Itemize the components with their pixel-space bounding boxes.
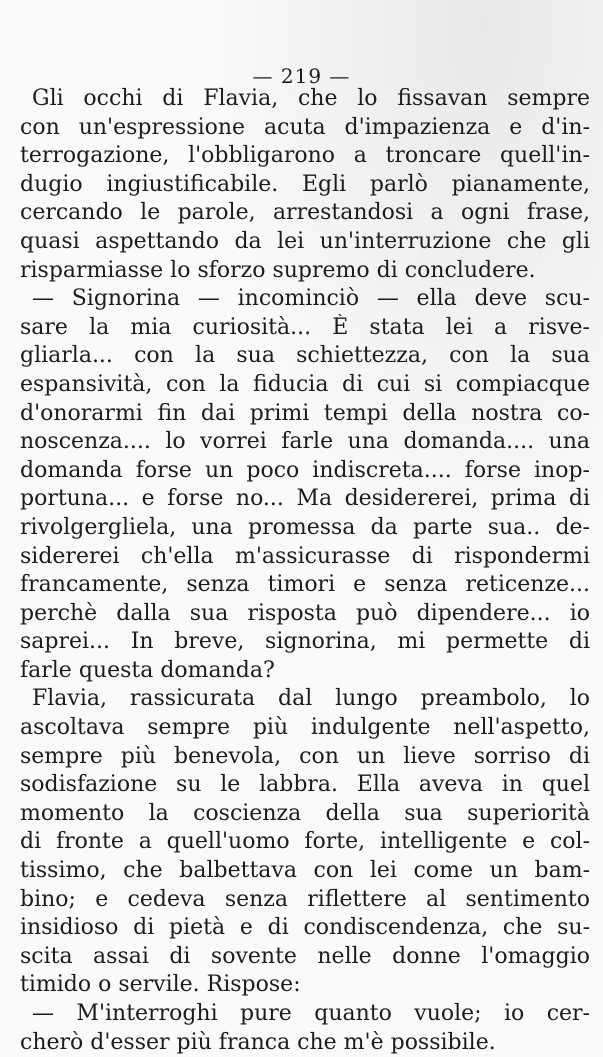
text-line: portuna... e forse no... Ma desidererei, prima di — [20, 486, 590, 512]
text-line: insidioso di pietà e di condiscendenza, che su- — [20, 915, 590, 941]
text-line: sidererei ch'ella m'assicurasse di rispondermi — [20, 543, 590, 569]
text-line: con un'espressione acuta d'impazienza e d'in- — [20, 114, 590, 140]
text-line: saprei... In breve, signorina, mi permette di — [20, 629, 590, 655]
text-line: momento la coscienza della sua superiorità — [20, 800, 590, 826]
text-line: d'onorarmi fin dai primi tempi della nostra co- — [20, 400, 590, 426]
text-line: cercando le parole, arrestandosi a ogni frase, — [20, 200, 590, 226]
text-line: cherò d'esser più franca che m'è possibile. — [20, 1029, 496, 1055]
text-line: tissimo, che balbettava con lei come un bam- — [20, 858, 590, 884]
text-line: farle questa domanda? — [20, 657, 275, 683]
text-line: espansività, con la fiducia di cui si compiacque — [20, 371, 590, 397]
text-line: gliarla... con la sua schiettezza, con la sua — [20, 343, 590, 369]
page-number: — 219 — — [252, 64, 351, 88]
text-line: domanda forse un poco indiscreta.... forse inop- — [20, 457, 590, 483]
text-line: perchè dalla sua risposta può dipendere... io — [20, 600, 590, 626]
text-line: dugio ingiustificabile. Egli parlò pianamente, — [20, 171, 590, 197]
text-line: di fronte a quell'uomo forte, intelligente e col- — [20, 829, 590, 855]
text-line: risparmiasse lo sforzo supremo di concludere. — [20, 257, 536, 283]
text-line: Gli occhi di Flavia, che lo fissavan sempre — [32, 86, 590, 111]
text-line: bino; e cedeva senza riflettere al sentimento — [20, 886, 590, 912]
text-line: ascoltava sempre più indulgente nell'aspetto, — [20, 715, 590, 741]
text-line: terrogazione, l'obbligarono a troncare quell'in- — [20, 143, 590, 169]
text-line: sodisfazione su le labbra. Ella aveva in quel — [20, 772, 590, 798]
body-text — [20, 85, 590, 1057]
text-line: Flavia, rassicurata dal lungo preambolo, lo — [32, 686, 590, 712]
text-line: sare la mia curiosità... È stata lei a risve- — [20, 314, 590, 340]
text-line: — M'interroghi pure quanto vuole; io cer- — [32, 1001, 590, 1026]
text-line: noscenza.... lo vorrei farle una domanda.... una — [20, 429, 590, 455]
text-line: scita assai di sovente nelle donne l'omaggio — [20, 943, 590, 969]
text-line: quasi aspettando da lei un'interruzione che gli — [20, 228, 590, 254]
text-line: rivolgergliela, una promessa da parte sua.. de- — [20, 514, 590, 540]
text-line: sempre più benevola, con un lieve sorriso di — [20, 743, 590, 769]
text-line: francamente, senza timori e senza reticenze... — [20, 572, 590, 598]
text-line: — Signorina — incominciò — ella deve scu- — [32, 286, 590, 312]
text-line: timido o servile. Rispose: — [20, 972, 301, 998]
